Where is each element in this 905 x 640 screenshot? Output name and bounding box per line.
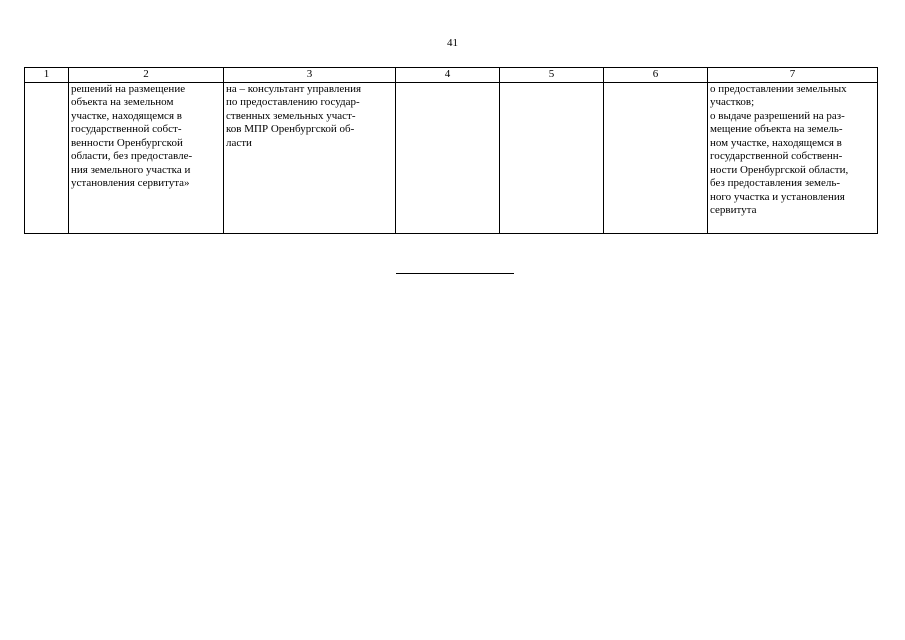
table-cell-col5 <box>500 82 604 233</box>
column-header-1: 1 <box>25 68 69 83</box>
table-cell-col6 <box>604 82 708 233</box>
page-number: 41 <box>447 37 458 49</box>
column-header-7: 7 <box>708 68 878 83</box>
column-header-5: 5 <box>500 68 604 83</box>
end-of-document-rule <box>396 273 514 274</box>
table-cell-col7: о предоставлении земельных участков; о выдаче разрешений на раз- мещение объекта на земель- ном участке, находящемся в государственной собственн- ности Оренбургской области, без предоставления земель- ного участка и установления сервитута <box>708 82 878 233</box>
column-header-4: 4 <box>396 68 500 83</box>
table-cell-col1 <box>25 82 69 233</box>
table-row <box>25 82 878 233</box>
column-header-2: 2 <box>69 68 224 83</box>
column-header-6: 6 <box>604 68 708 83</box>
table-cell-col4 <box>396 82 500 233</box>
column-header-3: 3 <box>224 68 396 83</box>
table-header-row <box>25 68 878 83</box>
table-cell-col3: на – консультант управления по предоставлению государ- ственных земельных участ- ков МПР Оренбургской об- ласти <box>224 82 396 233</box>
document-table <box>24 67 878 234</box>
table-cell-col2: решений на размещение объекта на земельном участке, находящемся в государственной собст- венности Оренбургской области, без предоставле- ния земельного участка и установления сервитута» <box>69 82 224 233</box>
